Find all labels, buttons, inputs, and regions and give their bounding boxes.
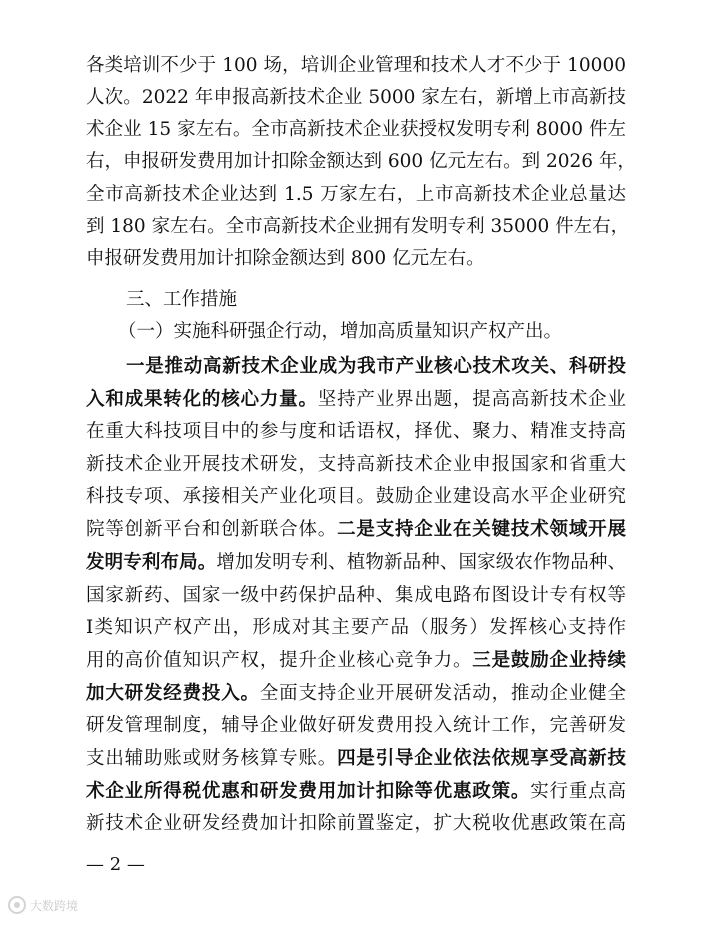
- text-segment: 用的高价值知识产权，提升企业核心竞争力。: [86, 650, 473, 671]
- text-segment: （一）实施科研强企行动，增加高质量知识产权产出。: [118, 321, 563, 342]
- text-segment: 新技术企业研发经费加计扣除前置鉴定，扩大税收优惠政策在高: [86, 813, 626, 834]
- text-line: [86, 385, 626, 415]
- text-line: [86, 744, 626, 774]
- text-line: [86, 646, 626, 676]
- text-segment: 人次。2022 年申报高新技术企业 5000 家左右，新增上市高新技: [86, 87, 626, 108]
- bold-text-segment: 发明专利布局。: [86, 552, 217, 573]
- watermark-text: 大数跨境: [30, 898, 79, 913]
- text-segment: 研发管理制度，辅导企业做好研发费用投入统计工作，完善研发: [86, 715, 626, 736]
- text-line: [86, 51, 626, 81]
- bold-text-segment: 入和成果转化的核心力量。: [86, 389, 318, 410]
- text-line: [86, 711, 626, 741]
- text-segment: 国家新药、国家一级中药保护品种、集成电路布图设计专有权等: [86, 585, 626, 606]
- text-line: [86, 244, 626, 274]
- text-line: [86, 777, 626, 807]
- bold-text-segment: 一是推动高新技术企业成为我市产业核心技术攻关、科研投: [126, 356, 626, 377]
- text-line: [126, 285, 626, 315]
- bold-text-segment: 加大研发经费投入。: [86, 683, 260, 704]
- watermark: [8, 896, 78, 914]
- text-line: [118, 317, 626, 347]
- text-line: [86, 515, 626, 545]
- text-segment: 增加发明专利、植物新品种、国家级农作物品种、: [216, 552, 626, 573]
- text-line: [86, 147, 636, 177]
- text-line: [86, 613, 626, 643]
- bold-text-segment: 二是支持企业在关键技术领域开展: [337, 519, 626, 540]
- text-segment: 全市高新技术企业达到 1.5 万家左右，上市高新技术企业总量达: [86, 184, 626, 205]
- text-segment: 三、工作措施: [126, 289, 238, 310]
- text-line: [86, 212, 630, 242]
- text-line: [86, 482, 626, 512]
- text-line: [86, 581, 626, 611]
- text-segment: 在重大科技项目中的参与度和话语权，择优、聚力、精准支持高: [86, 421, 626, 442]
- text-segment: 新技术企业开展技术研发，支持高新技术企业申报国家和省重大: [86, 454, 626, 475]
- text-line: [86, 417, 626, 447]
- text-line: [126, 352, 626, 382]
- bold-text-segment: 术企业所得税优惠和研发费用加计扣除等优惠政策。: [86, 781, 531, 802]
- bold-text-segment: 三是鼓励企业持续: [472, 650, 626, 671]
- text-segment: 实行重点高: [530, 781, 626, 802]
- text-segment: 院等创新平台和创新联合体。: [86, 519, 338, 540]
- page-number: — 2 —: [86, 854, 145, 875]
- text-line: [86, 450, 626, 480]
- text-segment: 坚持产业界出题，提高高新技术企业: [317, 389, 626, 410]
- text-segment: 术企业 15 家左右。全市高新技术企业获授权发明专利 8000 件左: [86, 119, 626, 140]
- text-line: [86, 83, 626, 113]
- text-line: [86, 548, 626, 578]
- text-segment: 到 180 家左右。全市高新技术企业拥有发明专利 35000 件左右，: [86, 216, 630, 237]
- text-segment: 右，申报研发费用加计扣除金额达到 600 亿元左右。到 2026 年，: [86, 151, 636, 172]
- text-segment: 申报研发费用加计扣除金额达到 800 亿元左右。: [86, 248, 485, 269]
- text-segment: 科技专项、承接相关产业化项目。鼓励企业建设高水平企业研究: [86, 486, 626, 507]
- text-segment: Ⅰ类知识产权产出，形成对其主要产品（服务）发挥核心支持作: [86, 617, 626, 638]
- text-segment: 全面支持企业开展研发活动，推动企业健全: [259, 683, 626, 704]
- text-segment: 各类培训不少于 100 场，培训企业管理和技术人才不少于 10000: [86, 55, 626, 76]
- text-line: [86, 115, 626, 145]
- text-line: [86, 809, 626, 839]
- text-line: [86, 679, 626, 709]
- text-segment: 支出辅助账或财务核算专账。: [86, 748, 338, 769]
- bold-text-segment: 四是引导企业依法依规享受高新技: [337, 748, 626, 769]
- text-line: [86, 180, 626, 210]
- watermark-logo-icon: [8, 896, 26, 914]
